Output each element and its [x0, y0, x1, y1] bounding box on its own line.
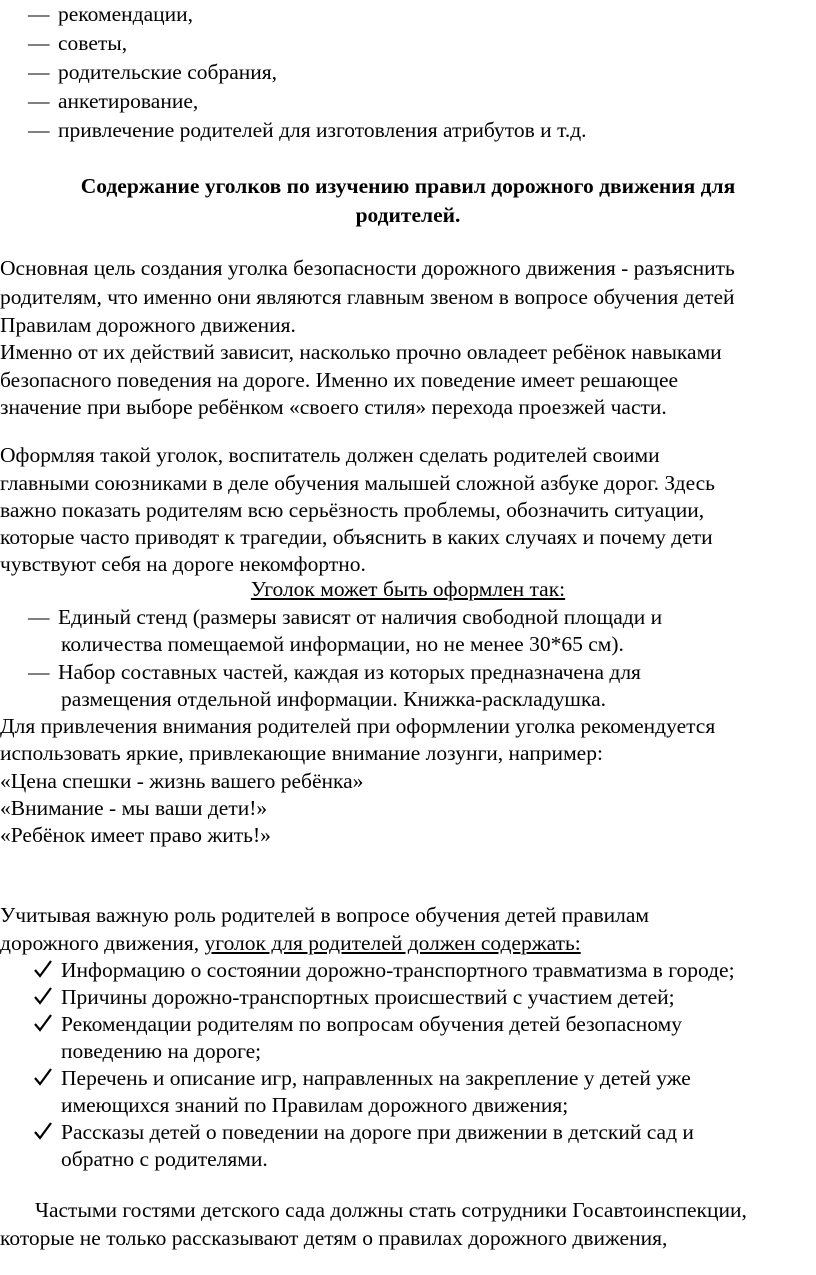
- dash-bullet: —: [28, 2, 50, 26]
- dash-bullet: —: [28, 89, 50, 113]
- paragraph-line: Оформляя такой уголок, воспитатель должен сделать родителей своими: [0, 443, 660, 467]
- paragraph-line: главными союзниками в деле обучения малышей сложной азбуке дорог. Здесь: [0, 471, 715, 495]
- check-icon: [33, 1120, 53, 1142]
- checklist-item-cont: обратно с родителями.: [61, 1147, 268, 1171]
- list-item: — советы,: [28, 29, 127, 58]
- dash-bullet: —: [28, 118, 50, 142]
- list-item: — привлечение родителей для изготовления атрибутов и т.д.: [28, 116, 587, 145]
- dash-bullet: —: [28, 31, 50, 55]
- check-icon: [33, 1066, 53, 1088]
- checklist-item-cont: имеющихся знаний по Правилам дорожного движения;: [61, 1093, 569, 1117]
- list-item: — родительские собрания,: [28, 58, 277, 87]
- paragraph-line: которые не только рассказывают детям о правилах дорожного движения,: [0, 1226, 668, 1250]
- list-item: — анкетирование,: [28, 87, 198, 116]
- paragraph-line: Для привлечения внимания родителей при оформлении уголка рекомендуется: [0, 714, 716, 738]
- dash-bullet: —: [28, 60, 50, 84]
- checklist-item: Рекомендации родителям по вопросам обучения детей безопасному: [61, 1012, 682, 1036]
- slogan: «Цена спешки - жизнь вашего ребёнка»: [0, 769, 364, 793]
- checklist-item: Рассказы детей о поведении на дороге при движении в детский сад и: [61, 1120, 694, 1144]
- list-item-cont: размещения отдельной информации. Книжка-раскладушка.: [61, 687, 606, 711]
- paragraph-line: безопасного поведения на дороге. Именно их поведение имеет решающее: [0, 368, 679, 392]
- checklist-item: Причины дорожно-транспортных происшествий с участием детей;: [61, 985, 675, 1009]
- list-item: — рекомендации,: [28, 0, 193, 29]
- checklist-item-cont: поведению на дороге;: [61, 1039, 262, 1063]
- paragraph-line: Именно от их действий зависит, насколько прочно овладеет ребёнок навыками: [0, 340, 722, 364]
- check-icon: [33, 985, 53, 1007]
- section-heading: Содержание уголков по изучению правил дорожного движения для: [80, 174, 736, 198]
- check-icon: [33, 1012, 53, 1034]
- paragraph-line: Основная цель создания уголка безопасности дорожного движения - разъяснить: [0, 256, 735, 280]
- slogan: «Внимание - мы ваши дети!»: [0, 796, 268, 820]
- slogan: «Ребёнок имеет право жить!»: [0, 823, 271, 847]
- paragraph-line: родителям, что именно они являются главным звеном в вопросе обучения детей: [0, 285, 735, 309]
- subheading: Уголок может быть оформлен так:: [250, 577, 566, 601]
- checklist-item: Информацию о состоянии дорожно-транспортного травматизма в городе;: [61, 958, 735, 982]
- list-item: — Единый стенд (размеры зависят от наличия свободной площади и: [28, 603, 662, 632]
- check-icon: [33, 958, 53, 980]
- paragraph-line: важно показать родителям всю серьёзность проблемы, обозначить ситуации,: [0, 498, 705, 522]
- paragraph-line: значение при выборе ребёнком «своего стиля» перехода проезжей части.: [0, 395, 667, 419]
- paragraph-line: Правилам дорожного движения.: [0, 313, 296, 337]
- list-item-cont: количества помещаемой информации, но не менее 30*65 см).: [61, 632, 624, 656]
- dash-bullet: —: [28, 660, 50, 684]
- paragraph-line: использовать яркие, привлекающие внимание лозунги, например:: [0, 741, 603, 765]
- checklist-item: Перечень и описание игр, направленных на закрепление у детей уже: [61, 1066, 691, 1090]
- paragraph-line: Частыми гостями детского сада должны стать сотрудники Госавтоинспекции,: [35, 1198, 747, 1222]
- paragraph-line: которые часто приводят к трагедии, объяснить в каких случаях и почему дети: [0, 525, 713, 549]
- section-heading-cont: родителей.: [355, 203, 461, 227]
- dash-bullet: —: [28, 605, 50, 629]
- list-item: — Набор составных частей, каждая из которых предназначена для: [28, 658, 641, 687]
- paragraph-line: дорожного движения, уголок для родителей должен содержать:: [0, 931, 581, 955]
- paragraph-line: Учитывая важную роль родителей в вопросе обучения детей правилам: [0, 903, 649, 927]
- paragraph-line: чувствуют себя на дороге некомфортно.: [0, 552, 366, 576]
